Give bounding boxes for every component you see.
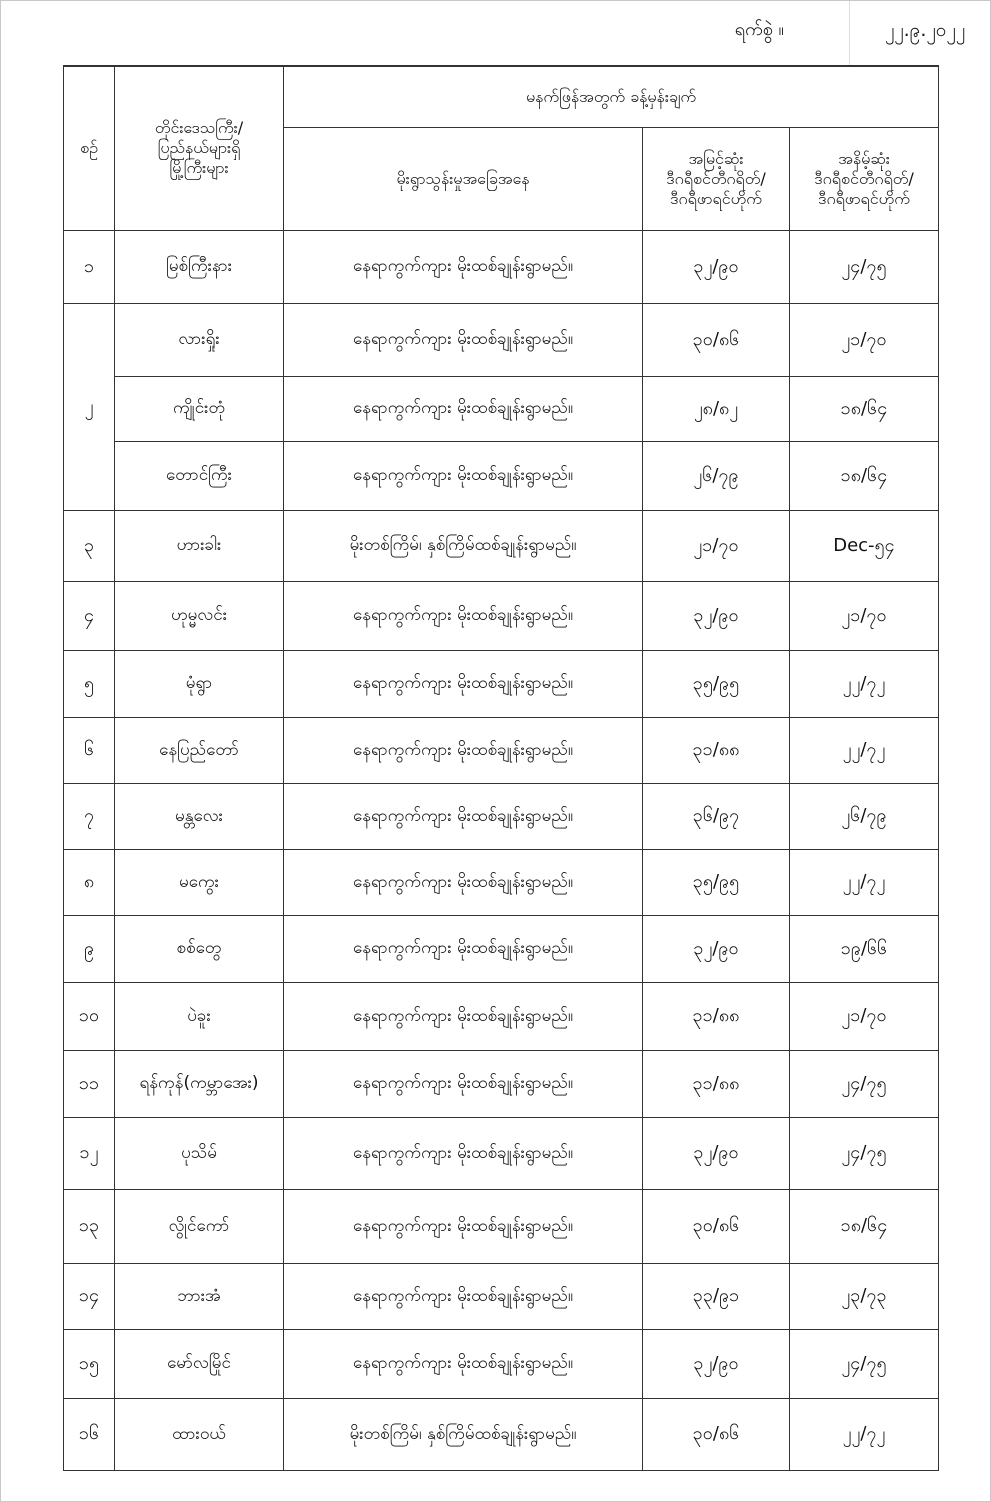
row-number: ၁၆ bbox=[64, 1399, 115, 1471]
table-row bbox=[64, 1190, 939, 1264]
min-temp: ၂၃/၇၃ bbox=[790, 1264, 939, 1330]
max-temp: ၃၃/၉၁ bbox=[643, 1264, 790, 1330]
min-temp: ၁၈/၆၄ bbox=[790, 442, 939, 511]
city-name: ရန်ကုန်(ကမ္ဘာအေး) bbox=[115, 1051, 284, 1118]
max-temp: ၃၂/၉၀ bbox=[643, 1118, 790, 1190]
rain-condition: နေရာကွက်ကျား မိုးထစ်ချုန်းရွာမည်။ bbox=[284, 304, 643, 377]
max-temp: ၃၂/၉၀ bbox=[643, 231, 790, 304]
rain-condition: နေရာကွက်ကျား မိုးထစ်ချုန်းရွာမည်။ bbox=[284, 1264, 643, 1330]
max-temp: ၃၆/၉၇ bbox=[643, 784, 790, 850]
header-city bbox=[115, 66, 284, 231]
date-value: ၂၂.၉.၂၀၂၂ bbox=[884, 19, 966, 41]
city-name: မကွေး bbox=[115, 850, 284, 916]
rain-condition: နေရာကွက်ကျား မိုးထစ်ချုန်းရွာမည်။ bbox=[284, 1051, 643, 1118]
min-temp: ၂၂/၇၂ bbox=[790, 850, 939, 916]
row-number: ၈ bbox=[64, 850, 115, 916]
rain-condition: နေရာကွက်ကျား မိုးထစ်ချုန်းရွာမည်။ bbox=[284, 651, 643, 718]
city-name: ဟားခါး bbox=[115, 511, 284, 582]
city-name: လားရှိုး bbox=[115, 304, 284, 377]
max-temp: ၃၀/၈၆ bbox=[643, 1190, 790, 1264]
max-temp: ၃၀/၈၆ bbox=[643, 1399, 790, 1471]
max-temp: ၂၈/၈၂ bbox=[643, 377, 790, 442]
max-temp: ၂၆/၇၉ bbox=[643, 442, 790, 511]
city-name: ထားဝယ် bbox=[115, 1399, 284, 1471]
city-name: ဟုမ္မလင်း bbox=[115, 582, 284, 651]
max-temp: ၃၂/၉၀ bbox=[643, 916, 790, 983]
table-row bbox=[64, 850, 939, 916]
header-city-line-1: တိုင်းဒေသကြီး/ bbox=[154, 118, 244, 137]
table-row bbox=[64, 916, 939, 983]
min-temp: ၂၄/၇၅ bbox=[790, 1051, 939, 1118]
rain-condition: နေရာကွက်ကျား မိုးထစ်ချုန်းရွာမည်။ bbox=[284, 442, 643, 511]
header-min-line-3: ဒီဂရီဖာရင်ဟိုက် bbox=[818, 189, 910, 208]
table-row bbox=[64, 1118, 939, 1190]
date-divider bbox=[849, 1, 850, 65]
header-max-line-1: အမြင့်ဆုံး bbox=[688, 149, 744, 168]
row-number: ၇ bbox=[64, 784, 115, 850]
rain-condition: နေရာကွက်ကျား မိုးထစ်ချုန်းရွာမည်။ bbox=[284, 1330, 643, 1399]
table-row bbox=[64, 377, 939, 442]
table-row bbox=[64, 231, 939, 304]
city-name: လွိုင်ကော် bbox=[115, 1190, 284, 1264]
table-row bbox=[64, 651, 939, 718]
city-name: ပဲခူး bbox=[115, 983, 284, 1051]
min-temp: ၂၁/၇၀ bbox=[790, 983, 939, 1051]
rain-condition: နေရာကွက်ကျား မိုးထစ်ချုန်းရွာမည်။ bbox=[284, 231, 643, 304]
min-temp: ၂၂/၇၂ bbox=[790, 651, 939, 718]
row-number: ၆ bbox=[64, 718, 115, 784]
rain-condition: နေရာကွက်ကျား မိုးထစ်ချုန်းရွာမည်။ bbox=[284, 582, 643, 651]
header-city-line-2: ပြည်နယ်များရှိ bbox=[157, 138, 241, 157]
min-temp: ၂၂/၇၂ bbox=[790, 1399, 939, 1471]
table-row bbox=[64, 983, 939, 1051]
header-no: စဉ် bbox=[64, 66, 115, 231]
date-header bbox=[63, 1, 966, 67]
table-row bbox=[64, 1264, 939, 1330]
table-row bbox=[64, 442, 939, 511]
row-number: ၁၄ bbox=[64, 1264, 115, 1330]
header-min-temp bbox=[790, 128, 939, 231]
row-number: ၁၀ bbox=[64, 983, 115, 1051]
header-min-line-1: အနိမ့်ဆုံး bbox=[838, 149, 890, 168]
rain-condition: နေရာကွက်ကျား မိုးထစ်ချုန်းရွာမည်။ bbox=[284, 718, 643, 784]
min-temp: ၂၄/၇၅ bbox=[790, 1118, 939, 1190]
min-temp: ၂၁/၇၀ bbox=[790, 304, 939, 377]
table-row bbox=[64, 511, 939, 582]
header-min-line-2: ဒီဂရီစင်တီဂရိတ်/ bbox=[814, 169, 914, 188]
min-temp: ၂၄/၇၅ bbox=[790, 231, 939, 304]
city-name: နေပြည်တော် bbox=[115, 718, 284, 784]
table-row bbox=[64, 1399, 939, 1471]
table-row bbox=[64, 1051, 939, 1118]
max-temp: ၃၀/၈၆ bbox=[643, 304, 790, 377]
min-temp: Dec-၅၄ bbox=[790, 511, 939, 582]
rain-condition: နေရာကွက်ကျား မိုးထစ်ချုန်းရွာမည်။ bbox=[284, 1190, 643, 1264]
min-temp: ၂၆/၇၉ bbox=[790, 784, 939, 850]
row-number: ၁၁ bbox=[64, 1051, 115, 1118]
rain-condition: နေရာကွက်ကျား မိုးထစ်ချုန်းရွာမည်။ bbox=[284, 377, 643, 442]
city-name: တောင်ကြီး bbox=[115, 442, 284, 511]
row-number: ၁ bbox=[64, 231, 115, 304]
row-number: ၁၂ bbox=[64, 1118, 115, 1190]
weather-forecast-table bbox=[63, 65, 939, 1471]
header-max-line-2: ဒီဂရီစင်တီဂရိတ်/ bbox=[666, 169, 766, 188]
header-max-temp bbox=[643, 128, 790, 231]
header-forecast: မနက်ဖြန်အတွက် ခန့်မှန်းချက် bbox=[284, 66, 939, 128]
max-temp: ၃၂/၉၀ bbox=[643, 1330, 790, 1399]
max-temp: ၃၅/၉၅ bbox=[643, 651, 790, 718]
table-row bbox=[64, 1330, 939, 1399]
min-temp: ၂၂/၇၂ bbox=[790, 718, 939, 784]
city-name: မန္တလေး bbox=[115, 784, 284, 850]
header-condition: မိုးရွာသွန်းမှုအခြေအနေ bbox=[284, 128, 643, 231]
city-name: ပုသိမ် bbox=[115, 1118, 284, 1190]
min-temp: ၁၉/၆၆ bbox=[790, 916, 939, 983]
city-name: မော်လမြိုင် bbox=[115, 1330, 284, 1399]
city-name: မြစ်ကြီးနား bbox=[115, 231, 284, 304]
rain-condition: နေရာကွက်ကျား မိုးထစ်ချုန်းရွာမည်။ bbox=[284, 784, 643, 850]
city-name: ကျိုင်းတုံ bbox=[115, 377, 284, 442]
city-name: ဘားအံ bbox=[115, 1264, 284, 1330]
date-label: ရက်စွဲ ။ bbox=[734, 19, 784, 40]
row-number: ၄ bbox=[64, 582, 115, 651]
max-temp: ၃၅/၉၅ bbox=[643, 850, 790, 916]
row-number: ၂ bbox=[64, 304, 115, 511]
rain-condition: နေရာကွက်ကျား မိုးထစ်ချုန်းရွာမည်။ bbox=[284, 983, 643, 1051]
min-temp: ၁၈/၆၄ bbox=[790, 1190, 939, 1264]
rain-condition: မိုးတစ်ကြိမ်၊ နှစ်ကြိမ်ထစ်ချုန်းရွာမည်။ bbox=[284, 1399, 643, 1471]
max-temp: ၃၂/၉၀ bbox=[643, 582, 790, 651]
city-name: မုံရွာ bbox=[115, 651, 284, 718]
rain-condition: နေရာကွက်ကျား မိုးထစ်ချုန်းရွာမည်။ bbox=[284, 916, 643, 983]
row-number: ၃ bbox=[64, 511, 115, 582]
max-temp: ၃၁/၈၈ bbox=[643, 718, 790, 784]
max-temp: ၂၁/၇၀ bbox=[643, 511, 790, 582]
max-temp: ၃၁/၈၈ bbox=[643, 983, 790, 1051]
row-number: ၉ bbox=[64, 916, 115, 983]
row-number: ၁၅ bbox=[64, 1330, 115, 1399]
city-name: စစ်တွေ bbox=[115, 916, 284, 983]
max-temp: ၃၁/၈၈ bbox=[643, 1051, 790, 1118]
min-temp: ၁၈/၆၄ bbox=[790, 377, 939, 442]
min-temp: ၂၄/၇၅ bbox=[790, 1330, 939, 1399]
header-city-line-3: မြို့ကြီးများ bbox=[169, 158, 229, 177]
min-temp: ၂၁/၇၀ bbox=[790, 582, 939, 651]
table-row bbox=[64, 304, 939, 377]
row-number: ၅ bbox=[64, 651, 115, 718]
rain-condition: နေရာကွက်ကျား မိုးထစ်ချုန်းရွာမည်။ bbox=[284, 850, 643, 916]
row-number: ၁၃ bbox=[64, 1190, 115, 1264]
table-row bbox=[64, 784, 939, 850]
rain-condition: မိုးတစ်ကြိမ်၊ နှစ်ကြိမ်ထစ်ချုန်းရွာမည်။ bbox=[284, 511, 643, 582]
header-max-line-3: ဒီဂရီဖာရင်ဟိုက် bbox=[670, 189, 762, 208]
rain-condition: နေရာကွက်ကျား မိုးထစ်ချုန်းရွာမည်။ bbox=[284, 1118, 643, 1190]
table-row bbox=[64, 582, 939, 651]
table-row bbox=[64, 718, 939, 784]
